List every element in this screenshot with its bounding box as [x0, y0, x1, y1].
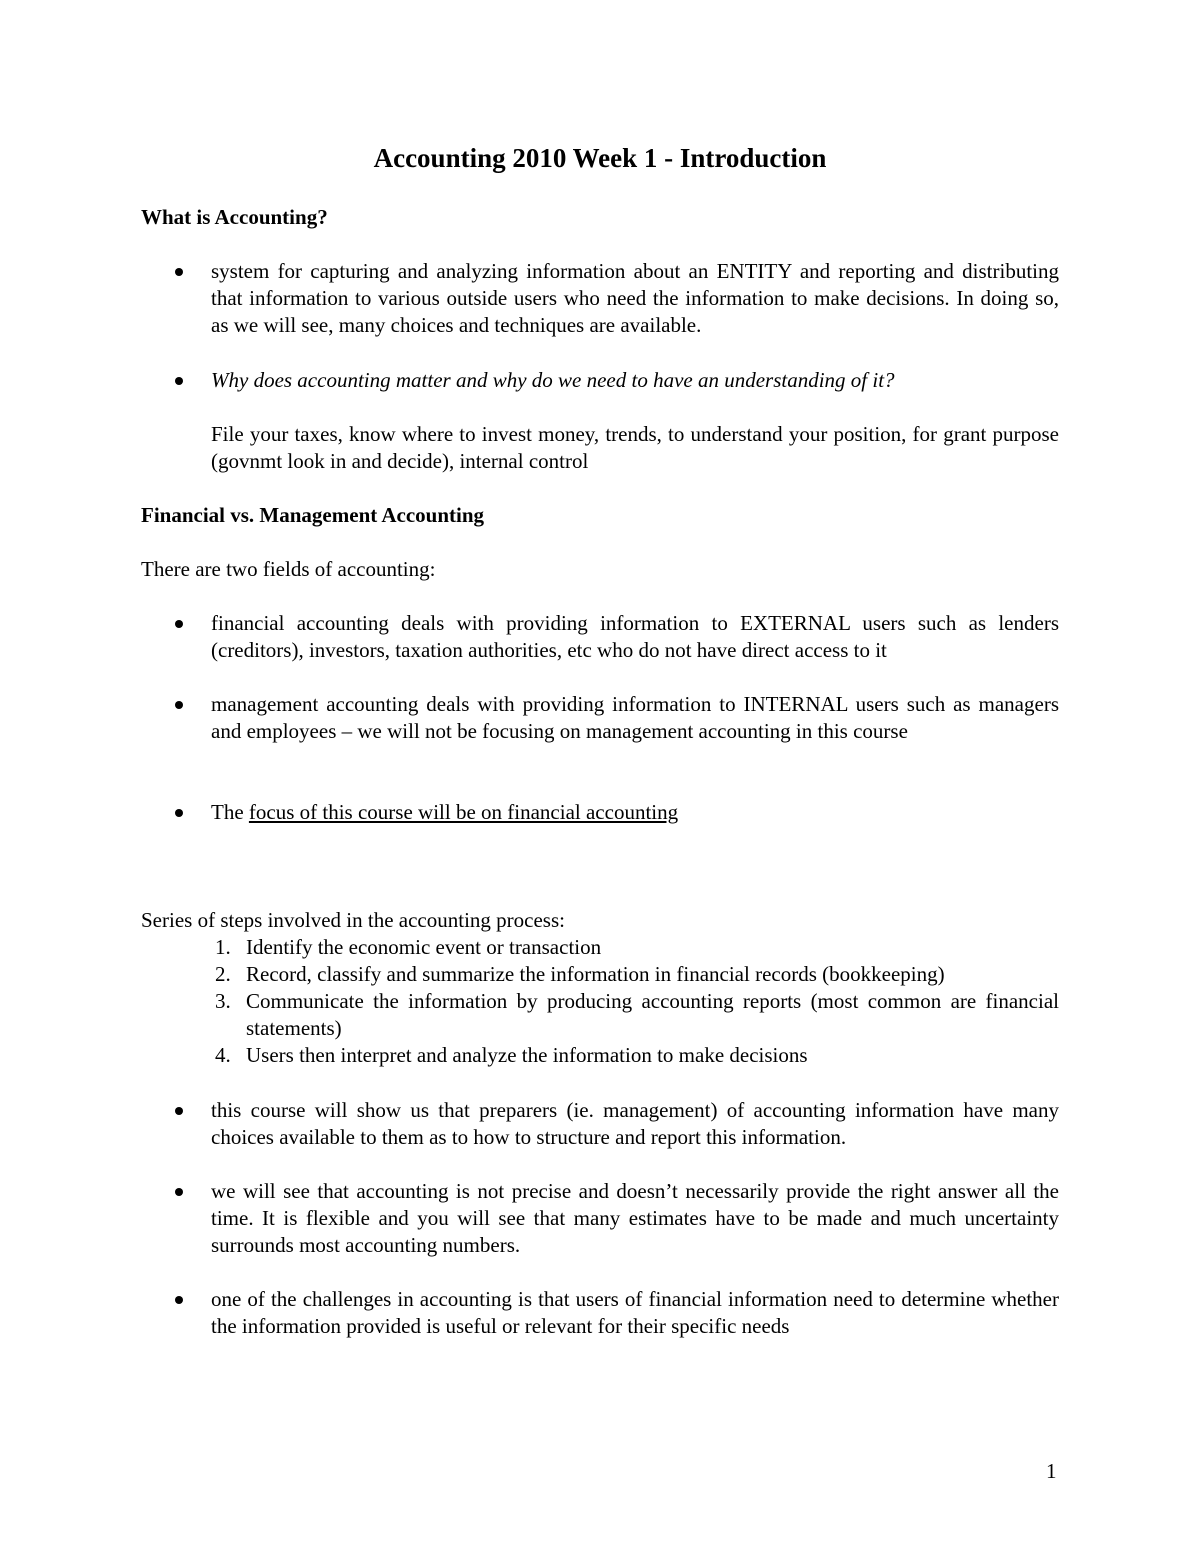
- bullet-icon: [175, 377, 183, 385]
- bullet-text: this course will show us that preparers (ie. management) of accounting information have many choices available to them as to how to structure and report this information.: [211, 1098, 1059, 1149]
- bullet-icon: [175, 1188, 183, 1196]
- list-item: [141, 610, 1059, 664]
- step-item: [141, 934, 1059, 961]
- step-number: 2.: [215, 962, 231, 986]
- answer-paragraph: File your taxes, know where to invest money, trends, to understand your position, for grant purpose (govnmt look in and decide), internal control: [211, 422, 1059, 473]
- step-number: 3.: [215, 989, 231, 1013]
- step-item: [141, 1042, 1059, 1069]
- bullet-text: [211, 799, 1059, 826]
- bullet-icon: [175, 1296, 183, 1304]
- bullet-icon: [175, 620, 183, 628]
- list-item: [141, 1178, 1059, 1259]
- bullet-icon: [175, 809, 183, 817]
- page-number: 1: [1046, 1459, 1057, 1483]
- list-item: [141, 367, 1059, 394]
- bullet-icon: [175, 701, 183, 709]
- list-item: [141, 799, 1059, 826]
- step-text: Identify the economic event or transaction: [246, 935, 602, 959]
- list-item: [141, 1097, 1059, 1151]
- steps-intro-text: Series of steps involved in the accounting process:: [141, 908, 565, 932]
- step-item: [141, 961, 1059, 988]
- section-intro-text: There are two fields of accounting:: [141, 557, 436, 581]
- bullet-text: one of the challenges in accounting is that users of financial information need to determine whether the information provided is useful or relevant for their specific needs: [211, 1287, 1059, 1338]
- bullet-icon: [175, 268, 183, 276]
- section-heading-what-is-accounting: What is Accounting?: [141, 205, 328, 229]
- bullet-text: we will see that accounting is not precise and doesn’t necessarily provide the right answer all the time. It is flexible and you will see that many estimates have to be made and much uncertainty surrounds most accounting numbers.: [211, 1179, 1059, 1257]
- step-item: [141, 988, 1059, 1042]
- step-text: Communicate the information by producing accounting reports (most common are financial statements): [246, 989, 1059, 1040]
- step-number: 4.: [215, 1043, 231, 1067]
- bullet-text: system for capturing and analyzing information about an ENTITY and reporting and distributing that information to various outside users who need the information to make decisions. In doing so, as we will see, many choices and techniques are available.: [211, 259, 1059, 337]
- step-number: 1.: [215, 935, 231, 959]
- section-heading-financial-vs-management: Financial vs. Management Accounting: [141, 503, 485, 527]
- underlined-emphasis: focus of this course will be on financial accounting: [248, 800, 679, 824]
- document-title: Accounting 2010 Week 1 - Introduction: [373, 143, 827, 173]
- step-text: Users then interpret and analyze the information to make decisions: [246, 1043, 808, 1067]
- bullet-text: management accounting deals with providing information to INTERNAL users such as managers and employees – we will not be focusing on management accounting in this course: [211, 692, 1059, 743]
- bullet-question-text: Why does accounting matter and why do we need to have an understanding of it?: [211, 368, 895, 392]
- list-item: [141, 1286, 1059, 1340]
- bullet-text-prefix: The: [211, 800, 249, 824]
- list-item: [141, 258, 1059, 339]
- steps-list: [141, 934, 1059, 1069]
- list-item: [141, 691, 1059, 745]
- bullet-text: financial accounting deals with providing information to EXTERNAL users such as lenders (creditors), investors, taxation authorities, etc who do not have direct access to it: [211, 611, 1059, 662]
- step-text: Record, classify and summarize the information in financial records (bookkeeping): [246, 962, 945, 986]
- bullet-icon: [175, 1107, 183, 1115]
